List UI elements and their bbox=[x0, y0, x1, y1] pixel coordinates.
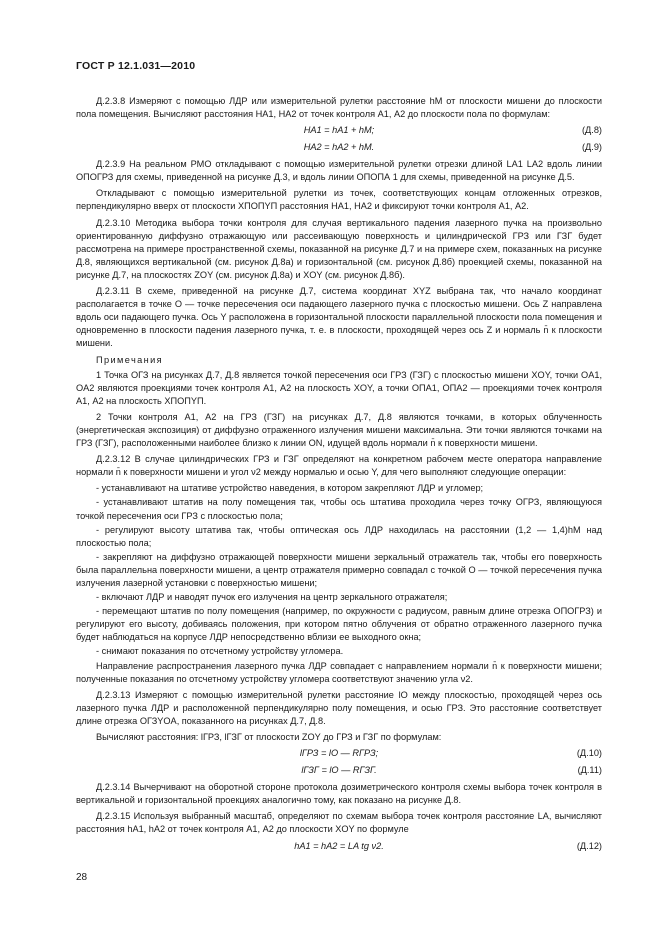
formula-number: (Д.12) bbox=[576, 840, 602, 851]
paragraph-d2-3-8: Д.2.3.8 Измеряют с помощью ЛДР или измерительной рулетки расстояние hМ от плоскости мишени до плоскости пола помещения. Вычисляют расстояния HA1, HA2 от точек контроля А1, А2 до плоскости пола по формулам: bbox=[76, 96, 602, 120]
list-item: - устанавливают штатив на полу помещения так, чтобы ось штатива проходила через точку OГРЗ, являющуюся точкой пересечения оси ГРЗ с плоскостью пола; bbox=[76, 497, 602, 521]
formula-d11 bbox=[76, 764, 602, 778]
formula-text: lГРЗ = lO — RГРЗ; bbox=[299, 748, 379, 759]
formula-d10 bbox=[76, 747, 602, 761]
formula-d8 bbox=[76, 124, 602, 138]
formula-number: (Д.9) bbox=[581, 142, 602, 153]
formula-text: lГЗГ = lO — RГЗГ. bbox=[301, 765, 377, 776]
list-item: - регулируют высоту штатива так, чтобы оптическая ось ЛДР находилась на расстоянии (1,2 — 1,4)hМ над плоскостью пола; bbox=[76, 524, 602, 548]
list-item: - закрепляют на диффузно отражающей поверхности мишени зеркальный отражатель так, чтобы его поверхность была параллельна поверхности мишени, а центр отражателя примерно совпадал с точкой О — точкой пересечения пучка излучения лазерной установки с поверхностью мишени; bbox=[76, 551, 602, 588]
formula-number: (Д.11) bbox=[577, 765, 602, 776]
paragraph-d2-3-12: Д.2.3.12 В случае цилиндрических ГРЗ и ГЗГ определяют на конкретном рабочем месте оператора направление нормали n̄ к поверхности мишени и угол ν2 между нормалью и осью Y, для чего выполняют следующие операции: bbox=[76, 454, 602, 478]
formula-d12 bbox=[76, 840, 602, 854]
paragraph-d2-3-13: Д.2.3.13 Измеряют с помощью измерительной рулетки расстояние lO между плоскостью, проходящей через ось лазерного пучка ЛДР и расположенной перпендикулярно полу помещения, и осью ГРЗ. Это расстояние соответствует длине отрезка OГЗYOA, показанного на рисунках Д.7, Д.8. bbox=[76, 689, 602, 726]
formula-number: (Д.10) bbox=[576, 748, 602, 759]
paragraph-direction: Направление распространения лазерного пучка ЛДР совпадает с направлением нормали n̄ к поверхности мишени; полученные показания по отсчетному устройству угломера соответствуют значению угла ν2. bbox=[76, 660, 602, 684]
list-item: - включают ЛДР и наводят пучок его излучения на центр зеркального отражателя; bbox=[96, 592, 448, 603]
note-2: 2 Точки контроля А1, А2 на ГРЗ (ГЗГ) на рисунках Д.7, Д.8 являются точками, в которых облученность (энергетическая экспозиция) от диффузно отраженного излучения мишени максимальна. Эти точки являются точками на ГРЗ (ГЗГ), расположенными наиболее близко к линии ON, идущей вдоль нормали n̄ к поверхности мишени. bbox=[76, 411, 602, 449]
note-1: 1 Точка OГЗ на рисунках Д.7, Д.8 является точкой пересечения оси ГРЗ (ГЗГ) с плоскостью мишени XOY, точки OA1, OA2 являются проекциями точек контроля А1, А2 на плоскость XOY, а точки OПА1, OПА2 — проекциями точек контроля А1, А2 на плоскость XПOПYП. bbox=[76, 369, 602, 406]
paragraph-d2-3-11: Д.2.3.11 В схеме, приведенной на рисунке Д.7, система координат XYZ выбрана так, что начало координат располагается в точке О — точке пересечения оси падающего лазерного пучка с плоскостью мишени. Ось Z направлена вдоль оси падающего пучка. Ось Y расположена в горизонтальной плоскости параллельной плоскости пола помещения и одновременно в плоскости падения лазерного пучка, т. е. в плоскости, проходящей через ось Z и нормаль n̄ к плоскости мишени. bbox=[76, 286, 602, 349]
paragraph-compute: Вычисляют расстояния: lГРЗ, lГЗГ от плоскости ZOY до ГРЗ и ГЗГ по формулам: bbox=[96, 732, 442, 743]
formula-number: (Д.8) bbox=[581, 125, 602, 136]
paragraph-d2-3-14: Д.2.3.14 Вычерчивают на оборотной стороне протокола дозиметрического контроля схемы выбора точек контроля в вертикальной и горизонтальной проекциях аналогично тому, как показано на рисунке Д.8. bbox=[76, 782, 602, 806]
formula-d9 bbox=[76, 141, 602, 155]
paragraph-d2-3-10: Д.2.3.10 Методика выбора точки контроля для случая вертикального падения лазерного пучка на произвольно ориентированную диффузно отражающую или рассеивающую поверхность и цилиндрической ГРЗ или ГЗГ будет рассмотрена на примере пространственной схемы, показанной на рисунке Д.7 и на примере схем, показанных на рисунке Д.8, являющихся вертикальной (см. рисунок Д.8а) и горизонтальной (см. рисунок Д.8б) проекцией схемы, показанной на рисунке Д.7, на плоскостях ZOY (см. рисунок Д.8а) и XOY (см. рисунок Д.8б). bbox=[76, 217, 602, 280]
paragraph-offsets: Откладывают с помощью измерительной рулетки из точек, соответствующих концам отложенных отрезков, перпендикулярно вверх от плоскости XПOПYП расстояния HA1, HA2 и фиксируют точки контроля А1, А2. bbox=[76, 188, 602, 212]
formula-text: hA1 = hA2 = LA tg ν2. bbox=[294, 840, 384, 851]
list-item: - перемещают штатив по полу помещения (например, по окружности с радиусом, равным длине отрезка OПOГРЗ) и регулируют его высоту, добиваясь положения, при котором пятно облучения от обратно отраженного лазерного пучка будет наблюдаться на корпусе ЛДР непосредственно вблизи ее выходного окна; bbox=[76, 606, 602, 643]
list-item: - снимают показания по отсчетному устройству угломера. bbox=[96, 646, 344, 657]
paragraph-d2-3-9: Д.2.3.9 На реальном РМО откладывают с помощью измерительной рулетки отрезки длиной LA1 LA2 вдоль линии OПOГРЗ для схемы, приведенной на рисунке Д.3, и вдоль линии OПOПА 1 для схемы, приведенной на рисунке Д.5. bbox=[76, 159, 602, 183]
page-header: ГОСТ Р 12.1.031—2010 bbox=[76, 60, 196, 72]
paragraph-d2-3-15: Д.2.3.15 Используя выбранный масштаб, определяют по схемам выбора точек контроля расстояние LA, вычисляют расстояния hA1, hA2 от точек контроля А1, А2 до плоскости XOY по формуле bbox=[76, 811, 602, 835]
page-body bbox=[76, 95, 602, 857]
list-item: - устанавливают на штативе устройство наведения, в котором закрепляют ЛДР и угломер; bbox=[96, 483, 484, 494]
formula-text: HA1 = hA1 + hМ; bbox=[303, 125, 375, 136]
formula-text: HA2 = hA2 + hМ. bbox=[303, 142, 375, 153]
notes-title: Примечания bbox=[96, 354, 164, 365]
page-number: 28 bbox=[76, 872, 88, 883]
